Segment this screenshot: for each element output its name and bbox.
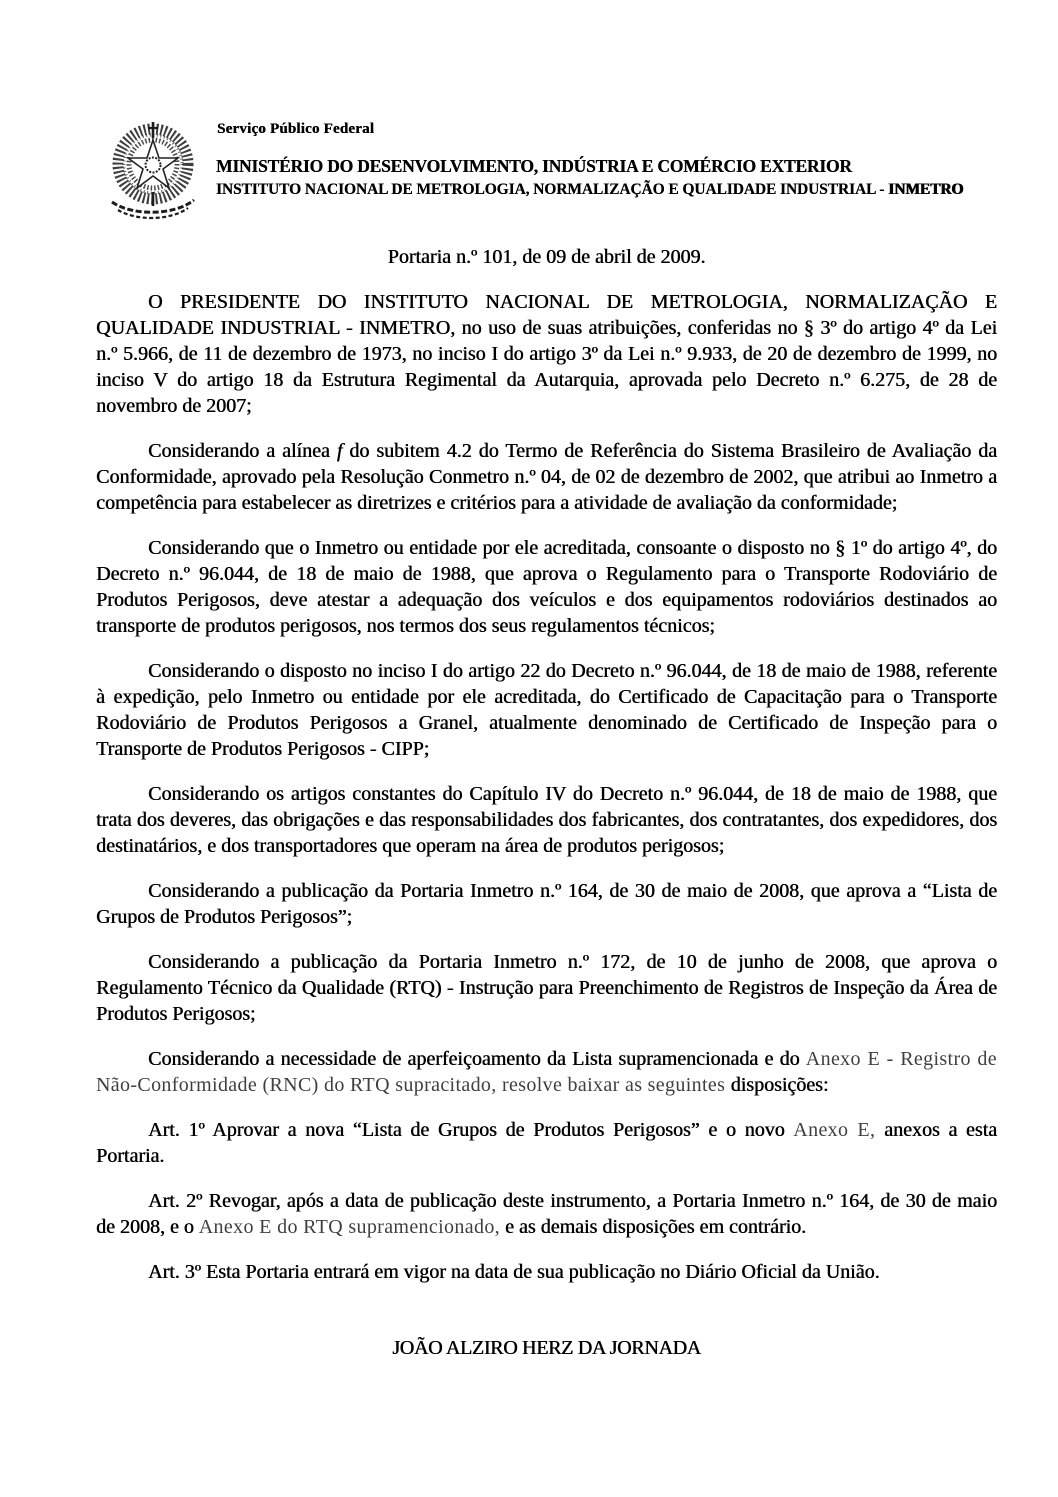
ministry-line: MINISTÉRIO DO DESENVOLVIMENTO, INDÚSTRIA E COMÉRCIO EXTERIOR xyxy=(216,156,852,176)
institute-line xyxy=(216,181,963,199)
inserted-anexo-e-text: Anexo E do RTQ supramencionado, xyxy=(198,1216,501,1238)
institute-name: INSTITUTO NACIONAL DE METROLOGIA, NORMALIZAÇÃO E QUALIDADE INDUSTRIAL - xyxy=(216,181,889,198)
paragraph-artigo-2: Art. 2º Revogar, após a data de publicação deste instrumento, a Portaria Inmetro n.º 164, de 30 de maio de 2008, e o Anexo E do RTQ supramencionado, e as demais disposições em contrário. xyxy=(96,1190,997,1238)
document-title: Portaria n.º 101, de 09 de abril de 2009. xyxy=(387,246,706,268)
paragraph-considerando-capitulo-iv: Considerando os artigos constantes do Capítulo IV do Decreto n.º 96.044, de 18 de maio de 1988, que trata dos deveres, das obrigações e das responsabilidades dos fabricantes, dos contratantes, dos expedidores, dos destinatários, e dos transportadores que operam na área de produtos perigosos; xyxy=(96,783,997,857)
document-body xyxy=(96,244,997,1361)
paragraph-considerando-necessidade: Considerando a necessidade de aperfeiçoamento da Lista supramencionada e do Anexo E - Registro de Não-Conformidade (RNC) do RTQ supracitado, resolve baixar as seguintes disposições: xyxy=(96,1048,997,1096)
signature-name: JOÃO ALZIRO HERZ DA JORNADA xyxy=(392,1337,701,1359)
paragraph-considerando-decreto-96044-artigo-22: Considerando o disposto no inciso I do artigo 22 do Decreto n.º 96.044, de 18 de maio de 1988, referente à expedição, pelo Inmetro ou entidade por ele acreditada, do Certificado de Capacitação para o Transporte Rodoviário de Produtos Perigosos a Granel, atualmente denominado de Certificado de Inspeção para o Transporte de Produtos Perigosos - CIPP; xyxy=(96,660,997,760)
inserted-anexo-e-text: Anexo E - Registro de Não-Conformidade (RNC) do RTQ supracitado, resolve baixar as seguintes xyxy=(96,1048,997,1096)
paragraph-considerando-portaria-164: Considerando a publicação da Portaria Inmetro n.º 164, de 30 de maio de 2008, que aprova a “Lista de Grupos de Produtos Perigosos”; xyxy=(96,880,997,928)
brazil-coat-of-arms-icon xyxy=(105,118,201,222)
paragraph-artigo-3: Art. 3º Esta Portaria entrará em vigor na data de sua publicação no Diário Oficial da União. xyxy=(148,1261,880,1283)
inserted-anexo-e-text: Anexo E, xyxy=(793,1119,876,1141)
paragraph-preamble: O PRESIDENTE DO INSTITUTO NACIONAL DE METROLOGIA, NORMALIZAÇÃO E QUALIDADE INDUSTRIAL - INMETRO, no uso de suas atribuições, conferidas no § 3º do artigo 4º da Lei n.º 5.966, de 11 de dezembro de 1973, no inciso I do artigo 3º da Lei n.º 9.933, de 20 de dezembro de 1999, no inciso V do artigo 18 da Estrutura Regimental da Autarquia, aprovada pelo Decreto n.º 6.275, de 28 de novembro de 2007; xyxy=(96,291,997,417)
italic-f: f xyxy=(336,440,343,462)
inmetro-acronym: INMETRO xyxy=(888,181,964,198)
paragraph-considerando-decreto-96044-artigo-4: Considerando que o Inmetro ou entidade por ele acreditada, consoante o disposto no § 1º do artigo 4º, do Decreto n.º 96.044, de 18 de maio de 1988, que aprova o Regulamento para o Transporte Rodoviário de Produtos Perigosos, deve atestar a adequação dos veículos e dos equipamentos rodoviários destinados ao transporte de produtos perigosos, nos termos dos seus regulamentos técnicos; xyxy=(96,537,997,637)
paragraph-considerando-alinea-f: Considerando a alínea f do subitem 4.2 do Termo de Referência do Sistema Brasileiro de Avaliação da Conformidade, aprovado pela Resolução Conmetro n.º 04, de 02 de dezembro de 2002, que atribui ao Inmetro a competência para estabelecer as diretrizes e critérios para a atividade de avaliação da conformidade; xyxy=(96,440,997,514)
service-line: Serviço Público Federal xyxy=(217,121,375,137)
paragraph-artigo-1: Art. 1º Aprovar a nova “Lista de Grupos de Produtos Perigosos” e o novo Anexo E, anexos a esta Portaria. xyxy=(96,1119,998,1167)
paragraph-considerando-portaria-172: Considerando a publicação da Portaria Inmetro n.º 172, de 10 de junho de 2008, que aprova o Regulamento Técnico da Qualidade (RTQ) - Instrução para Preenchimento de Registros de Inspeção da Área de Produtos Perigosos; xyxy=(96,951,997,1025)
